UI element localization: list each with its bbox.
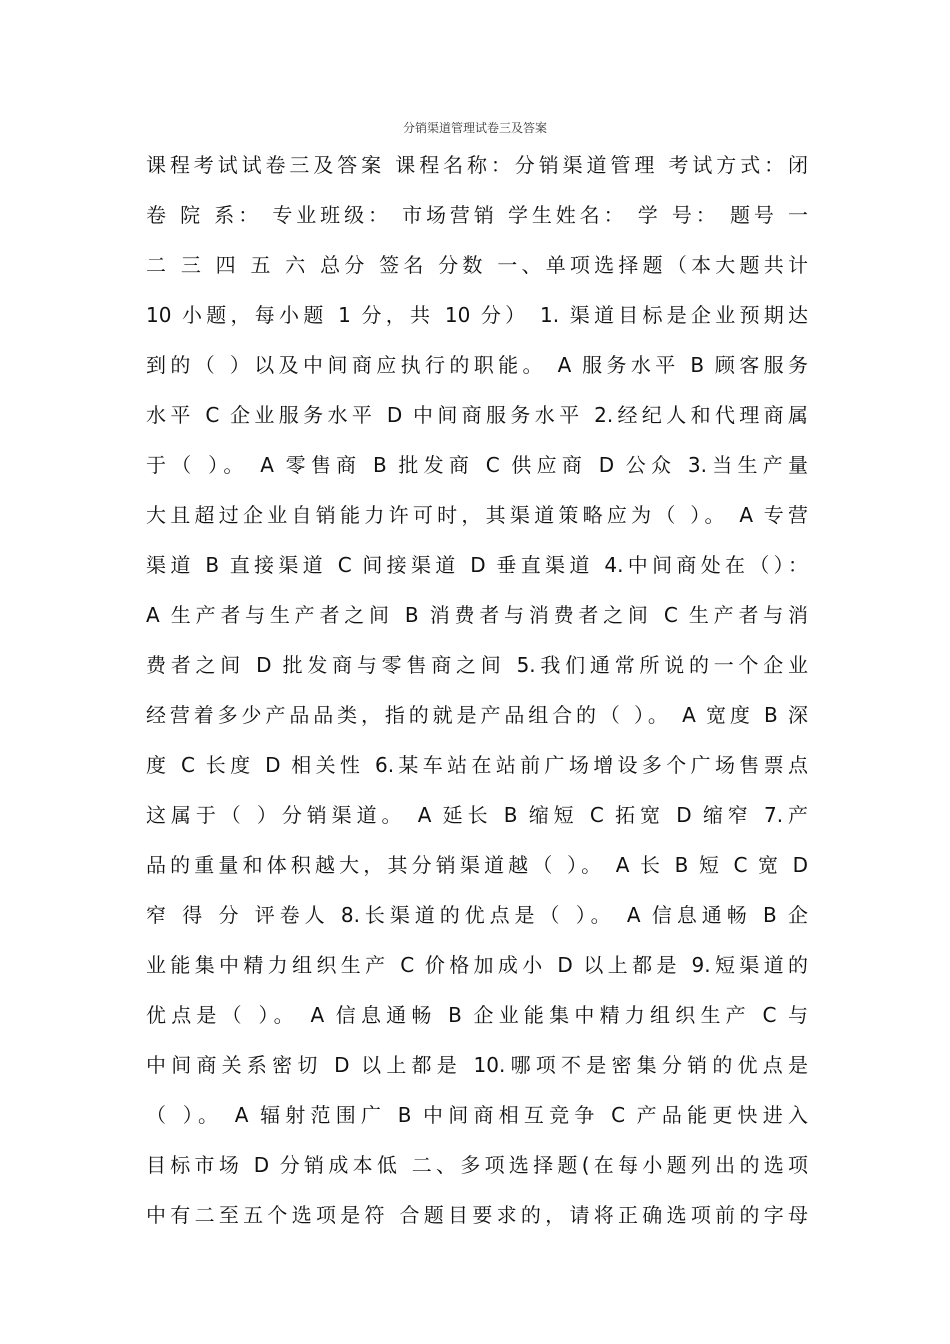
document-body — [146, 140, 808, 1240]
text-line: 到的（ ）以及中间商应执行的职能。 A 服务水平 B 顾客服务 — [146, 353, 808, 377]
text-line: 业能集中精力组织生产 C 价格加成小 D 以上都是 9.短渠道的 — [146, 953, 808, 977]
text-line: 渠道 B 直接渠道 C 间接渠道 D 垂直渠道 4.中间商处在（）： — [146, 553, 808, 577]
text-line: 二 三 四 五 六 总分 签名 分数 一、单项选择题（本大题共计 — [146, 253, 808, 277]
text-line: 度 C 长度 D 相关性 6.某车站在站前广场增设多个广场售票点 — [146, 753, 808, 777]
text-line: 这属于（ ）分销渠道。 A 延长 B 缩短 C 拓宽 D 缩窄 7.产 — [146, 803, 808, 827]
text-line: 于（ ）。 A 零售商 B 批发商 C 供应商 D 公众 3.当生产量 — [146, 453, 808, 477]
text-line: 课程考试试卷三及答案 课程名称：分销渠道管理 考试方式：闭 — [146, 153, 808, 177]
text-line: A 生产者与生产者之间 B 消费者与消费者之间 C 生产者与消 — [146, 603, 808, 627]
text-line: 费者之间 D 批发商与零售商之间 5.我们通常所说的一个企业 — [146, 653, 808, 677]
text-line: 大且超过企业自销能力许可时，其渠道策略应为（ ）。 A 专营 — [146, 503, 808, 527]
text-line: 中间商关系密切 D 以上都是 10.哪项不是密集分销的优点是 — [146, 1053, 808, 1077]
text-line: 经营着多少产品品类，指的就是产品组合的（ ）。 A 宽度 B 深 — [146, 703, 808, 727]
text-line: 品的重量和体积越大，其分销渠道越（ ）。 A 长 B 短 C 宽 D — [146, 853, 808, 877]
text-line: 优点是（ ）。 A 信息通畅 B 企业能集中精力组织生产 C 与 — [146, 1003, 808, 1027]
document-header: 分销渠道管理试卷三及答案 — [402, 121, 547, 135]
text-line: 中有二至五个选项是符 合题目要求的，请将正确选项前的字母 — [146, 1203, 808, 1227]
text-line: 水平 C 企业服务水平 D 中间商服务水平 2.经纪人和代理商属 — [146, 403, 808, 427]
text-line: 10 小题，每小题 1 分，共 10 分） 1. 渠道目标是企业预期达 — [146, 303, 808, 327]
text-line: 窄 得 分 评卷人 8.长渠道的优点是（ ）。 A 信息通畅 B 企 — [146, 903, 808, 927]
text-line: （ ）。 A 辐射范围广 B 中间商相互竞争 C 产品能更快进入 — [146, 1103, 808, 1127]
text-line: 卷 院 系： 专业班级： 市场营销 学生姓名： 学 号： 题号 一 — [146, 203, 808, 227]
text-line: 目标市场 D 分销成本低 二、多项选择题(在每小题列出的选项 — [146, 1153, 808, 1177]
